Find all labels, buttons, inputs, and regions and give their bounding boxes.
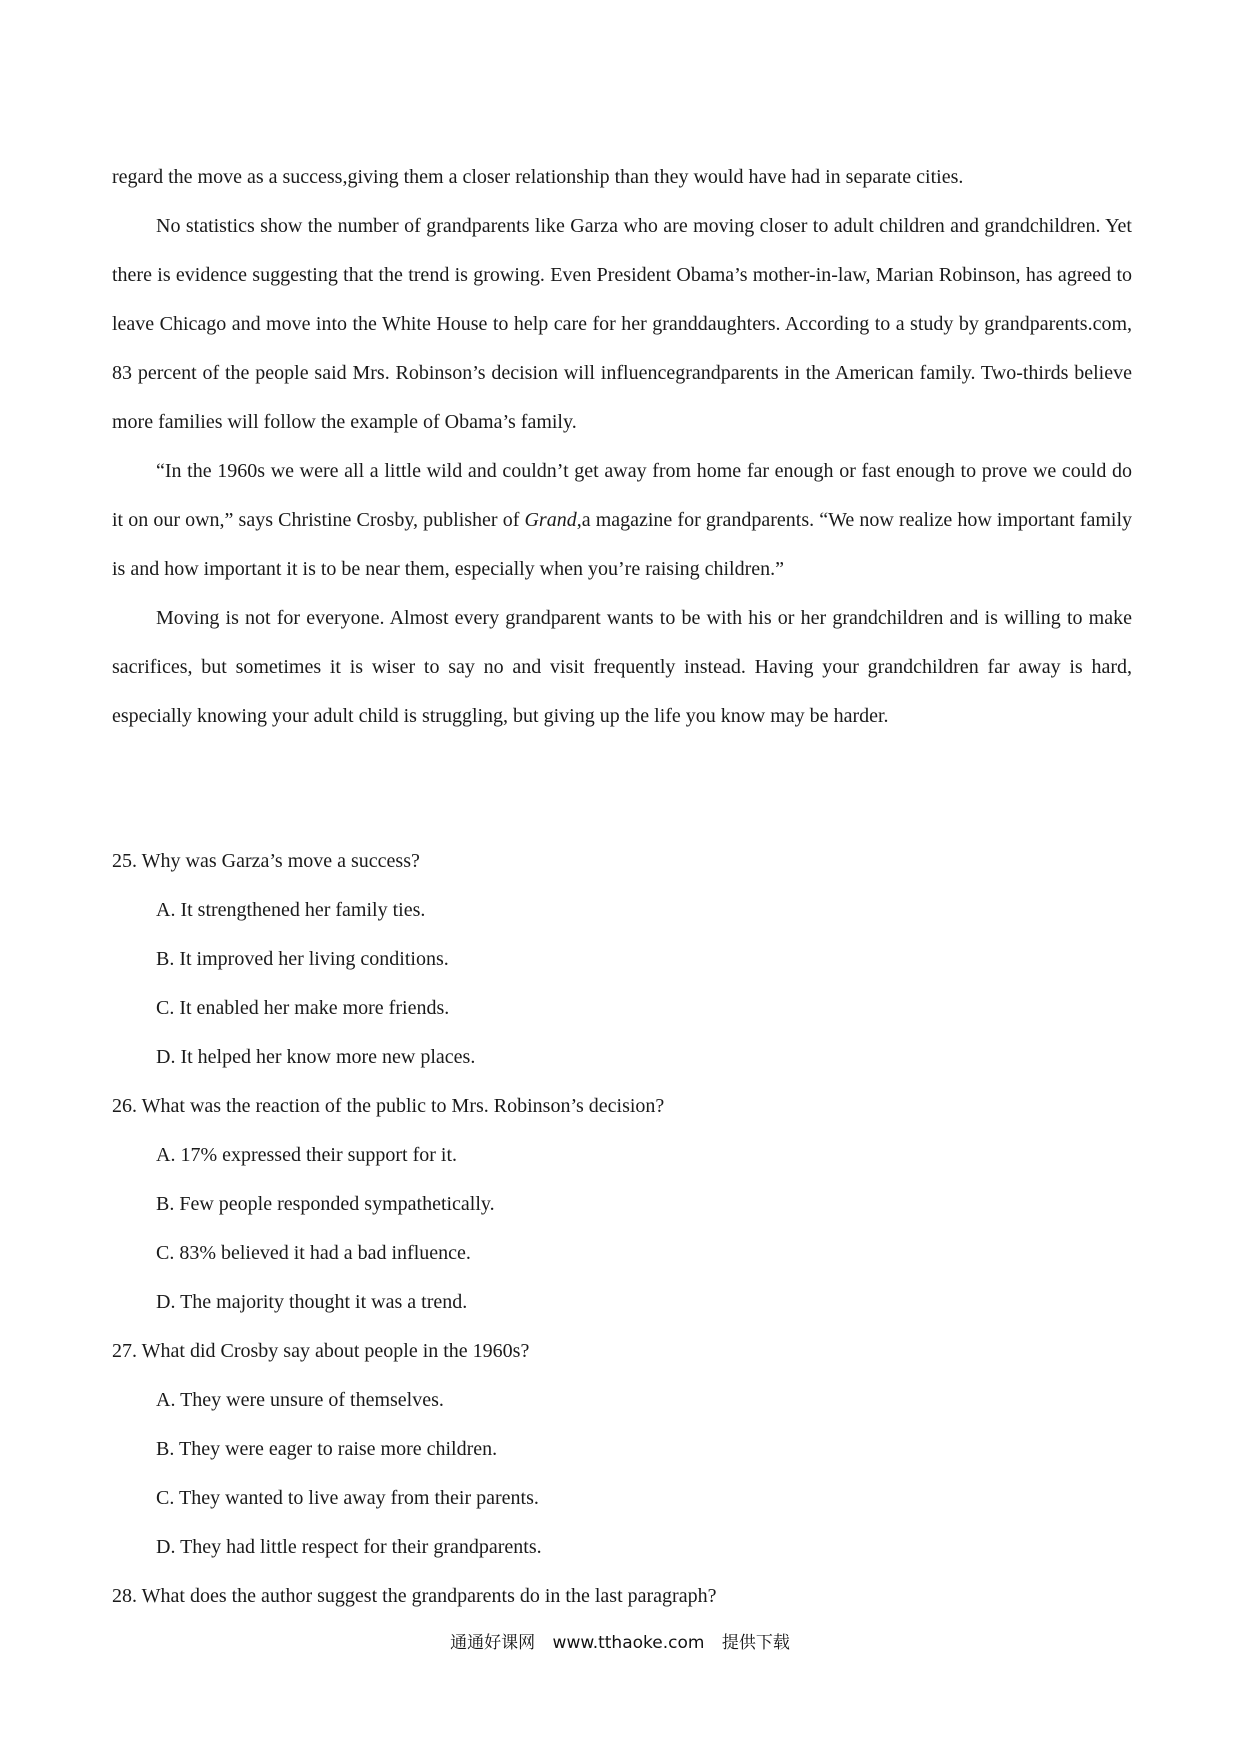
answer-option: B. They were eager to raise more children. bbox=[156, 1438, 498, 1460]
passage-paragraph bbox=[112, 447, 1132, 594]
magazine-title: Grand bbox=[524, 509, 577, 531]
question-block bbox=[112, 1327, 1132, 1572]
question-stem: 25. Why was Garza’s move a success? bbox=[112, 850, 420, 872]
passage-paragraph: Moving is not for everyone. Almost every grandparent wants to be with his or her grandchildren and is willing to make sacrifices, but sometimes it is wiser to say no and visit frequently instead. Having your grandchildren far away is hard, especially knowing your adult child is struggling, but giving up the life you know may be harder. bbox=[112, 607, 1132, 727]
answer-option: B. It improved her living conditions. bbox=[156, 948, 449, 970]
question-block bbox=[112, 1572, 1132, 1621]
answer-option: A. 17% expressed their support for it. bbox=[156, 1144, 458, 1166]
paragraph-text: “In the 1960s we were all a little wild and couldn’t get away from home far enough or fast enough to prove we could do it on our own,” says Christine Crosby, publisher of bbox=[112, 460, 1132, 531]
question-block bbox=[112, 1082, 1132, 1327]
answer-option: A. It strengthened her family ties. bbox=[156, 899, 426, 921]
answer-option: C. It enabled her make more friends. bbox=[156, 997, 450, 1019]
reading-passage bbox=[112, 153, 1132, 741]
footer-suffix: 提供下载 bbox=[721, 1633, 790, 1653]
question-list bbox=[112, 837, 1132, 1621]
page-footer bbox=[0, 1628, 1240, 1653]
answer-option: D. They had little respect for their grandparents. bbox=[156, 1536, 542, 1558]
question-stem: 28. What does the author suggest the grandparents do in the last paragraph? bbox=[112, 1585, 717, 1607]
paragraph-text: ,a magazine for grandparents. “We now realize how important family is and how important it is to be near them, especially when you’re raising children.” bbox=[112, 509, 1132, 580]
question-block bbox=[112, 837, 1132, 1082]
footer-url: www.tthaoke.com bbox=[552, 1633, 705, 1653]
question-stem: 27. What did Crosby say about people in the 1960s? bbox=[112, 1340, 530, 1362]
answer-option: D. The majority thought it was a trend. bbox=[156, 1291, 468, 1313]
footer-site-name: 通通好课网 bbox=[450, 1633, 536, 1653]
question-stem: 26. What was the reaction of the public to Mrs. Robinson’s decision? bbox=[112, 1095, 665, 1117]
passage-paragraph: No statistics show the number of grandparents like Garza who are moving closer to adult children and grandchildren. Yet there is evidence suggesting that the trend is growing. Even President Obama’s mother-in-law, Marian Robinson, has agreed to leave Chicago and move into the White House to help care for her granddaughters. According to a study by grandparents.com, 83 percent of the people said Mrs. Robinson’s decision will influencegrandparents in the American family. Two-thirds believe more families will follow the example of Obama’s family. bbox=[112, 215, 1132, 433]
answer-option: B. Few people responded sympathetically. bbox=[156, 1193, 495, 1215]
answer-option: D. It helped her know more new places. bbox=[156, 1046, 476, 1068]
passage-paragraph: regard the move as a success,giving them a closer relationship than they would have had in separate cities. bbox=[112, 166, 964, 188]
answer-option: A. They were unsure of themselves. bbox=[156, 1389, 444, 1411]
answer-option: C. They wanted to live away from their parents. bbox=[156, 1487, 539, 1509]
answer-option: C. 83% believed it had a bad influence. bbox=[156, 1242, 471, 1264]
